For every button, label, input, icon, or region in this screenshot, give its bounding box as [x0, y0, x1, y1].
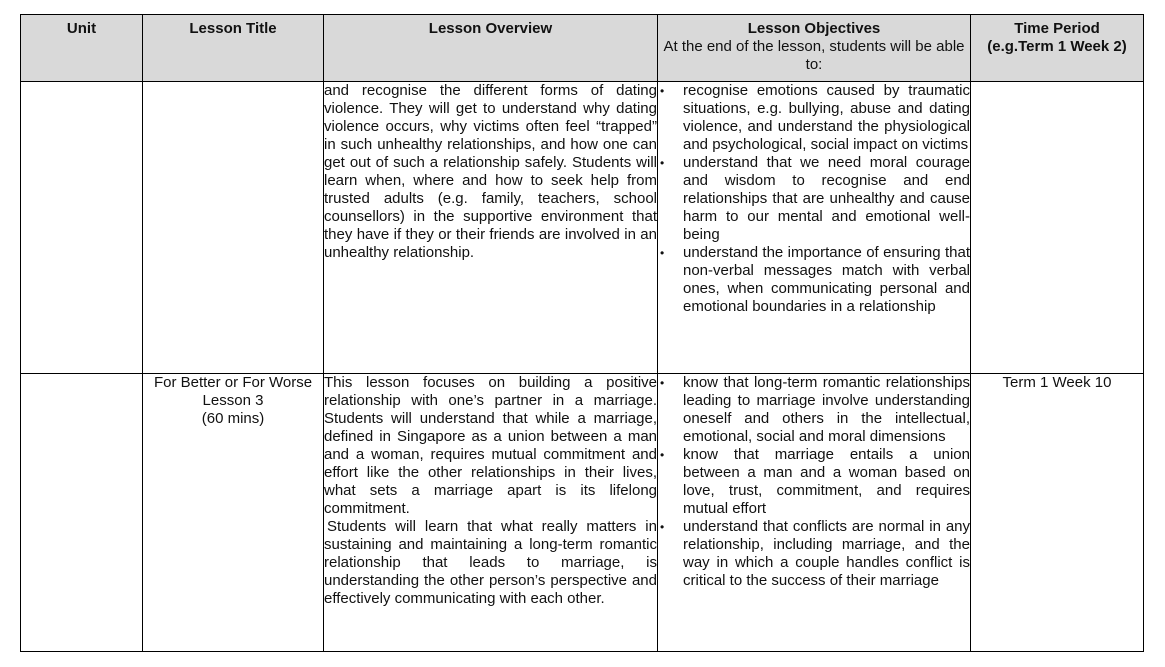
- lesson-title-cell: [143, 374, 324, 652]
- objectives-list: [658, 82, 970, 316]
- header-lesson-title: Lesson Title: [143, 15, 324, 82]
- lesson-plan-table: [20, 14, 1144, 652]
- bullet-icon: •: [660, 520, 665, 534]
- bullet-icon: •: [660, 246, 665, 260]
- objective-item: • understand the importance of ensuring that non-verbal messages match with verbal ones, when communicating personal and emotional boundaries in a relationship: [660, 244, 970, 315]
- time-period-cell: [971, 82, 1144, 374]
- lesson-objectives-cell: [658, 374, 971, 652]
- bullet-icon: •: [660, 84, 665, 98]
- lesson-overview-cell: [324, 374, 658, 652]
- lesson-number: Lesson 3: [202, 392, 264, 409]
- overview-paragraph: Students will learn that what really matters in sustaining and maintaining a long-term romantic relationship that leads to marriage, is understanding the other person’s perspective and effectively communicating with each other.: [324, 518, 657, 607]
- objective-item: • understand that we need moral courage and wisdom to recognise and end relationships that are unhealthy and cause harm to our mental and emotional well-being: [660, 154, 970, 243]
- objective-item: • know that long-term romantic relationships leading to marriage involve understanding oneself and others in the intellectual, emotional, social and moral dimensions: [660, 374, 970, 445]
- lesson-title: For Better or For Worse: [153, 374, 313, 391]
- overview-paragraph: This lesson focuses on building a positive relationship with one’s partner in a marriage. Students will understand that while a marriage, defined in Singapore as a union between a man and a woman, requires mutual commitment and effort like the other relationships in their lives, what sets a marriage apart is its lifelong commitment.: [324, 374, 657, 517]
- overview-paragraph: and recognise the different forms of dating violence. They will get to understand why dating violence occurs, why victims often feel “trapped” in such unhealthy relationships, and how one can get out of such a relationship safely. Students will learn when, where and how to seek help from trusted adults (e.g. family, teachers, school counsellors) in the supportive environment that they have if they or their friends are involved in an unhealthy relationship.: [324, 82, 657, 261]
- header-lesson-objectives-subtitle: At the end of the lesson, students will be able to:: [663, 38, 965, 73]
- header-time-period-example: (e.g.Term 1 Week 2): [987, 38, 1127, 55]
- objective-item: • recognise emotions caused by traumatic situations, e.g. bullying, abuse and dating violence, and understand the physiological and psychological, social impact on victims: [660, 82, 970, 153]
- header-lesson-objectives: [658, 15, 971, 82]
- lesson-duration: (60 mins): [201, 410, 265, 427]
- unit-cell: [21, 374, 143, 652]
- bullet-icon: •: [660, 156, 665, 170]
- header-lesson-objectives-title: Lesson Objectives: [747, 20, 881, 37]
- lesson-overview-cell: [324, 82, 658, 374]
- unit-cell: [21, 82, 143, 374]
- bullet-icon: •: [660, 448, 665, 462]
- objective-item: • understand that conflicts are normal in any relationship, including marriage, and the way in which a couple handles conflict is critical to the success of their marriage: [660, 518, 970, 589]
- lesson-objectives-cell: [658, 82, 971, 374]
- lesson-title-cell: [143, 82, 324, 374]
- table-row: [21, 374, 1144, 652]
- header-lesson-overview: Lesson Overview: [324, 15, 658, 82]
- header-time-period-title: Time Period: [1014, 20, 1100, 37]
- objectives-list: [658, 374, 970, 590]
- objective-item: • know that marriage entails a union between a man and a woman based on love, trust, commitment, and requires mutual effort: [660, 446, 970, 517]
- time-period-cell: Term 1 Week 10: [971, 374, 1144, 652]
- table-header-row: [21, 15, 1144, 82]
- table-row: [21, 82, 1144, 374]
- header-unit: Unit: [21, 15, 143, 82]
- bullet-icon: •: [660, 376, 665, 390]
- header-time-period: [971, 15, 1144, 82]
